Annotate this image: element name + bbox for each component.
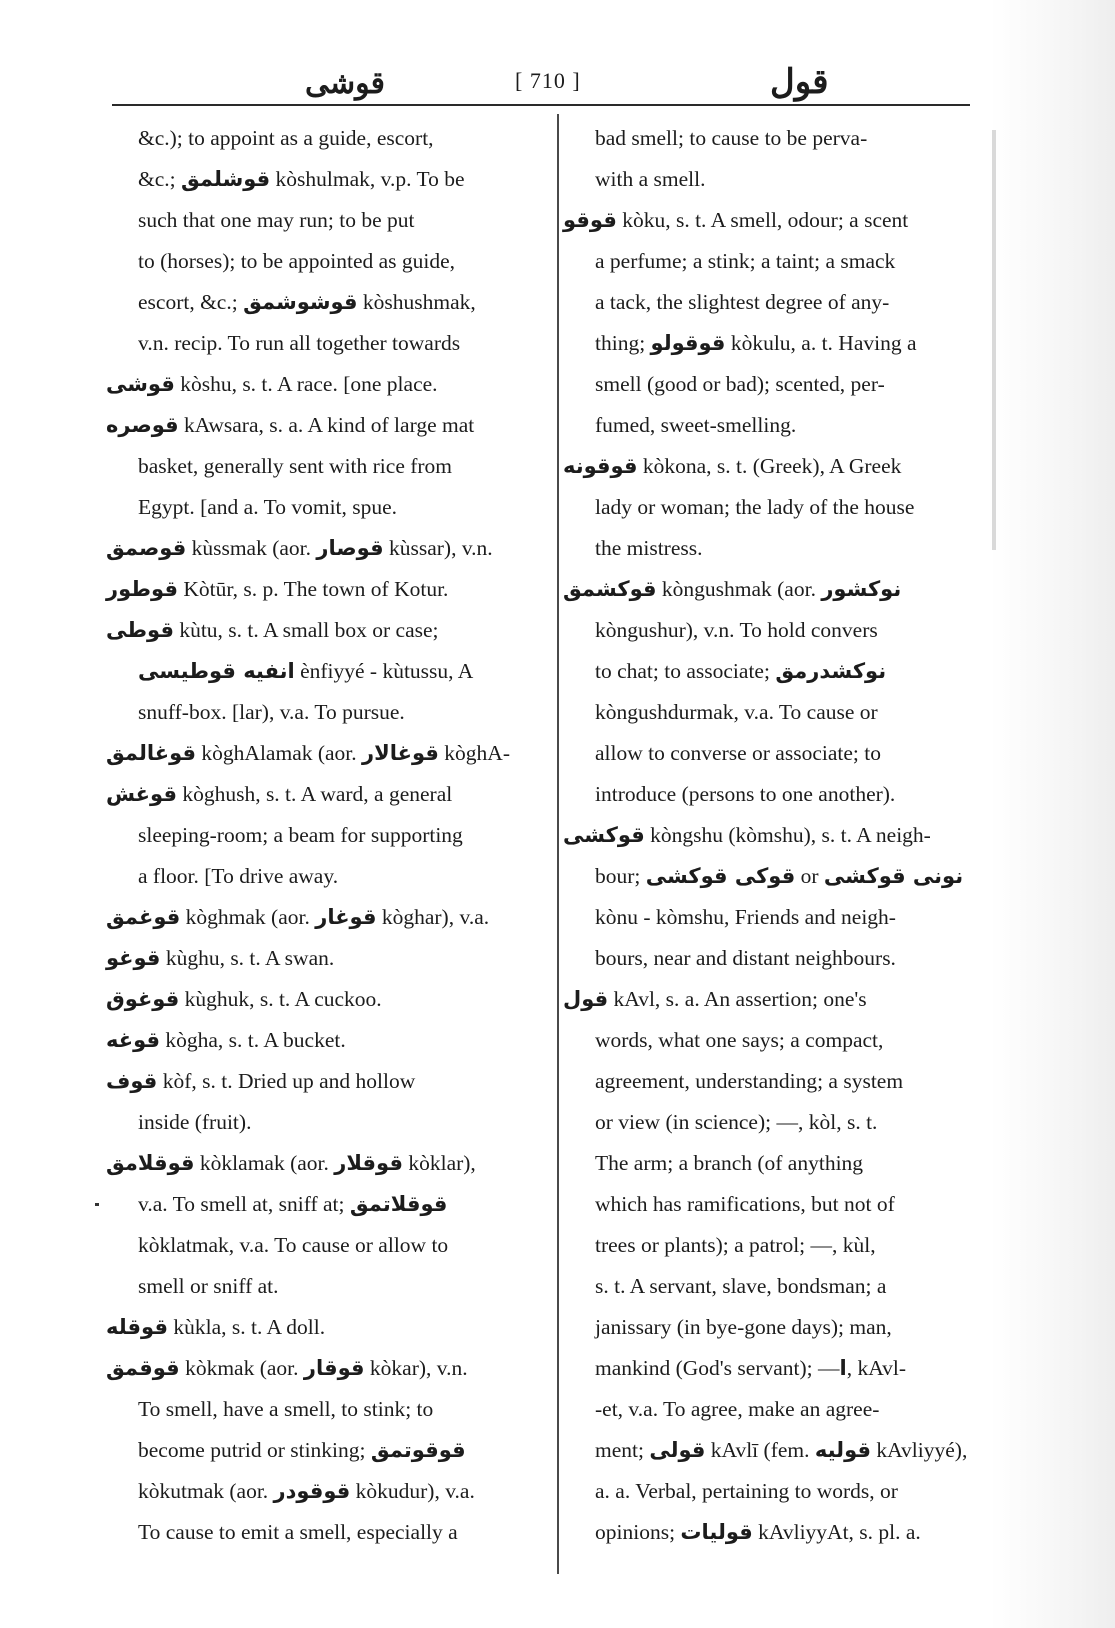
text-line: basket, generally sent with rice from: [138, 454, 453, 478]
text-line: a tack, the slightest degree of any-: [595, 290, 890, 314]
text-line: or view (in science); —, kòl, s. t.: [595, 1110, 878, 1134]
text-line: ment; قولى kAvlī (fem. قوليه kAvliyyé),: [595, 1438, 968, 1462]
header-left-word: قوشى: [305, 67, 385, 100]
text-line: قوصمق kùssmak (aor. قوصار kùssar), v.n.: [106, 536, 493, 560]
text-line: which has ramifications, but not of: [595, 1192, 895, 1216]
text-line: opinions; قوليات kAvliyyAt, s. pl. a.: [595, 1520, 921, 1544]
text-line: bours, near and distant neighbours.: [595, 946, 896, 970]
text-line: Egypt. [and a. To vomit, spue.: [138, 495, 398, 519]
text-line: قوقله kùkla, s. t. A doll.: [106, 1315, 326, 1339]
text-line: bour; قوكى قوكشى or نونى قوكشى: [595, 864, 964, 888]
text-line: v.n. recip. To run all together towards: [138, 331, 461, 355]
text-line: kòngushur), v.n. To hold convers: [595, 618, 878, 642]
text-line: smell or sniff at.: [138, 1274, 279, 1298]
text-line: kònu - kòmshu, Friends and neigh-: [595, 905, 896, 929]
page-edge-shadow: [990, 0, 1115, 1628]
text-line: fumed, sweet-smelling.: [595, 413, 797, 437]
text-line: a floor. [To drive away.: [138, 864, 339, 888]
text-line: قوغالمق kòghAlamak (aor. قوغالار kòghA-: [106, 741, 510, 765]
text-line: قوصره kAwsara, s. a. A kind of large mat: [106, 413, 475, 437]
left-column: [106, 118, 538, 1553]
text-line: &c.; قوشلمق kòshulmak, v.p. To be: [138, 167, 465, 191]
text-line: smell (good or bad); scented, per-: [595, 372, 885, 396]
text-line: kòkutmak (aor. قوقودر kòkudur), v.a.: [138, 1479, 475, 1503]
text-line: thing; قوقولو kòkulu, a. t. Having a: [595, 331, 917, 355]
text-line: s. t. A servant, slave, bondsman; a: [595, 1274, 887, 1298]
header-rule: [112, 104, 970, 106]
text-line: bad smell; to cause to be perva-: [595, 126, 868, 150]
text-line: To cause to emit a smell, especially a: [138, 1520, 458, 1544]
text-line: allow to converse or associate; to: [595, 741, 881, 765]
header-right-word: قول: [770, 64, 829, 101]
text-line: قوغه kògha, s. t. A bucket.: [106, 1028, 346, 1052]
text-line: the mistress.: [595, 536, 703, 560]
text-line: The arm; a branch (of anything: [595, 1151, 864, 1175]
text-line: become putrid or stinking; قوقوتمق: [138, 1438, 466, 1462]
text-line: قوقلامق kòklamak (aor. قوقلار kòklar),: [106, 1151, 476, 1175]
text-line: escort, &c.; قوشوشمق kòshushmak,: [138, 290, 476, 314]
text-line: قوكشى kòngshu (kòmshu), s. t. A neigh-: [563, 823, 931, 847]
page-number: [ 710 ]: [515, 68, 581, 93]
text-line: such that one may run; to be put: [138, 208, 415, 232]
text-line: قول kAvl, s. a. An assertion; one's: [563, 987, 867, 1011]
text-line: قوقونه kòkona, s. t. (Greek), A Greek: [563, 454, 902, 478]
text-line: introduce (persons to one another).: [595, 782, 896, 806]
text-line: agreement, understanding; a system: [595, 1069, 904, 1093]
binding-shade: [992, 130, 996, 550]
text-line: قوطى kùtu, s. t. A small box or case;: [106, 618, 439, 642]
text-line: a. a. Verbal, pertaining to words, or: [595, 1479, 898, 1503]
text-line: قوقو kòku, s. t. A smell, odour; a scent: [563, 208, 909, 232]
text-line: قوغمق kòghmak (aor. قوغار kòghar), v.a.: [106, 905, 490, 929]
text-line: words, what one says; a compact,: [595, 1028, 884, 1052]
text-line: To smell, have a smell, to stink; to: [138, 1397, 434, 1421]
text-line: kòngushdurmak, v.a. To cause or: [595, 700, 878, 724]
text-line: قوغو kùghu, s. t. A swan.: [106, 946, 335, 970]
page-header: [0, 58, 1115, 108]
text-line: janissary (in bye-gone days); man,: [595, 1315, 892, 1339]
text-line: انفيه قوطيسى ènfiyyé - kùtussu, A: [138, 659, 474, 683]
text-line: with a smell.: [595, 167, 706, 191]
text-line: قوغوق kùghuk, s. t. A cuckoo.: [106, 987, 382, 1011]
text-line: قوكشمق kòngushmak (aor. نوكشور: [563, 577, 902, 601]
text-line: kòklatmak, v.a. To cause or allow to: [138, 1233, 449, 1257]
text-line: lady or woman; the lady of the house: [595, 495, 915, 519]
text-line: قوقمق kòkmak (aor. قوقار kòkar), v.n.: [106, 1356, 468, 1380]
text-line: قوغش kòghush, s. t. A ward, a general: [106, 782, 453, 806]
text-line: mankind (God's servant); —ا, kAvl-: [595, 1356, 907, 1380]
text-line: &c.); to appoint as a guide, escort,: [138, 126, 434, 150]
text-line: قوطور Kòtūr, s. p. The town of Kotur.: [106, 577, 449, 601]
text-line: قوف kòf, s. t. Dried up and hollow: [106, 1069, 416, 1093]
column-divider: [557, 114, 559, 1574]
text-line: to (horses); to be appointed as guide,: [138, 249, 456, 273]
text-line: قوشى kòshu, s. t. A race. [one place.: [106, 372, 438, 396]
text-line: -et, v.a. To agree, make an agree-: [595, 1397, 880, 1421]
text-line: v.a. To smell at, sniff at; قوقلاتمق: [138, 1192, 448, 1216]
text-line: to chat; to associate; نوكشدرمق: [595, 659, 887, 683]
margin-mark: [95, 1203, 99, 1206]
text-line: snuff-box. [lar), v.a. To pursue.: [138, 700, 405, 724]
text-line: sleeping-room; a beam for supporting: [138, 823, 463, 847]
text-line: inside (fruit).: [138, 1110, 252, 1134]
text-line: trees or plants); a patrol; —, kùl,: [595, 1233, 876, 1257]
right-column: [563, 118, 975, 1553]
text-line: a perfume; a stink; a taint; a smack: [595, 249, 896, 273]
